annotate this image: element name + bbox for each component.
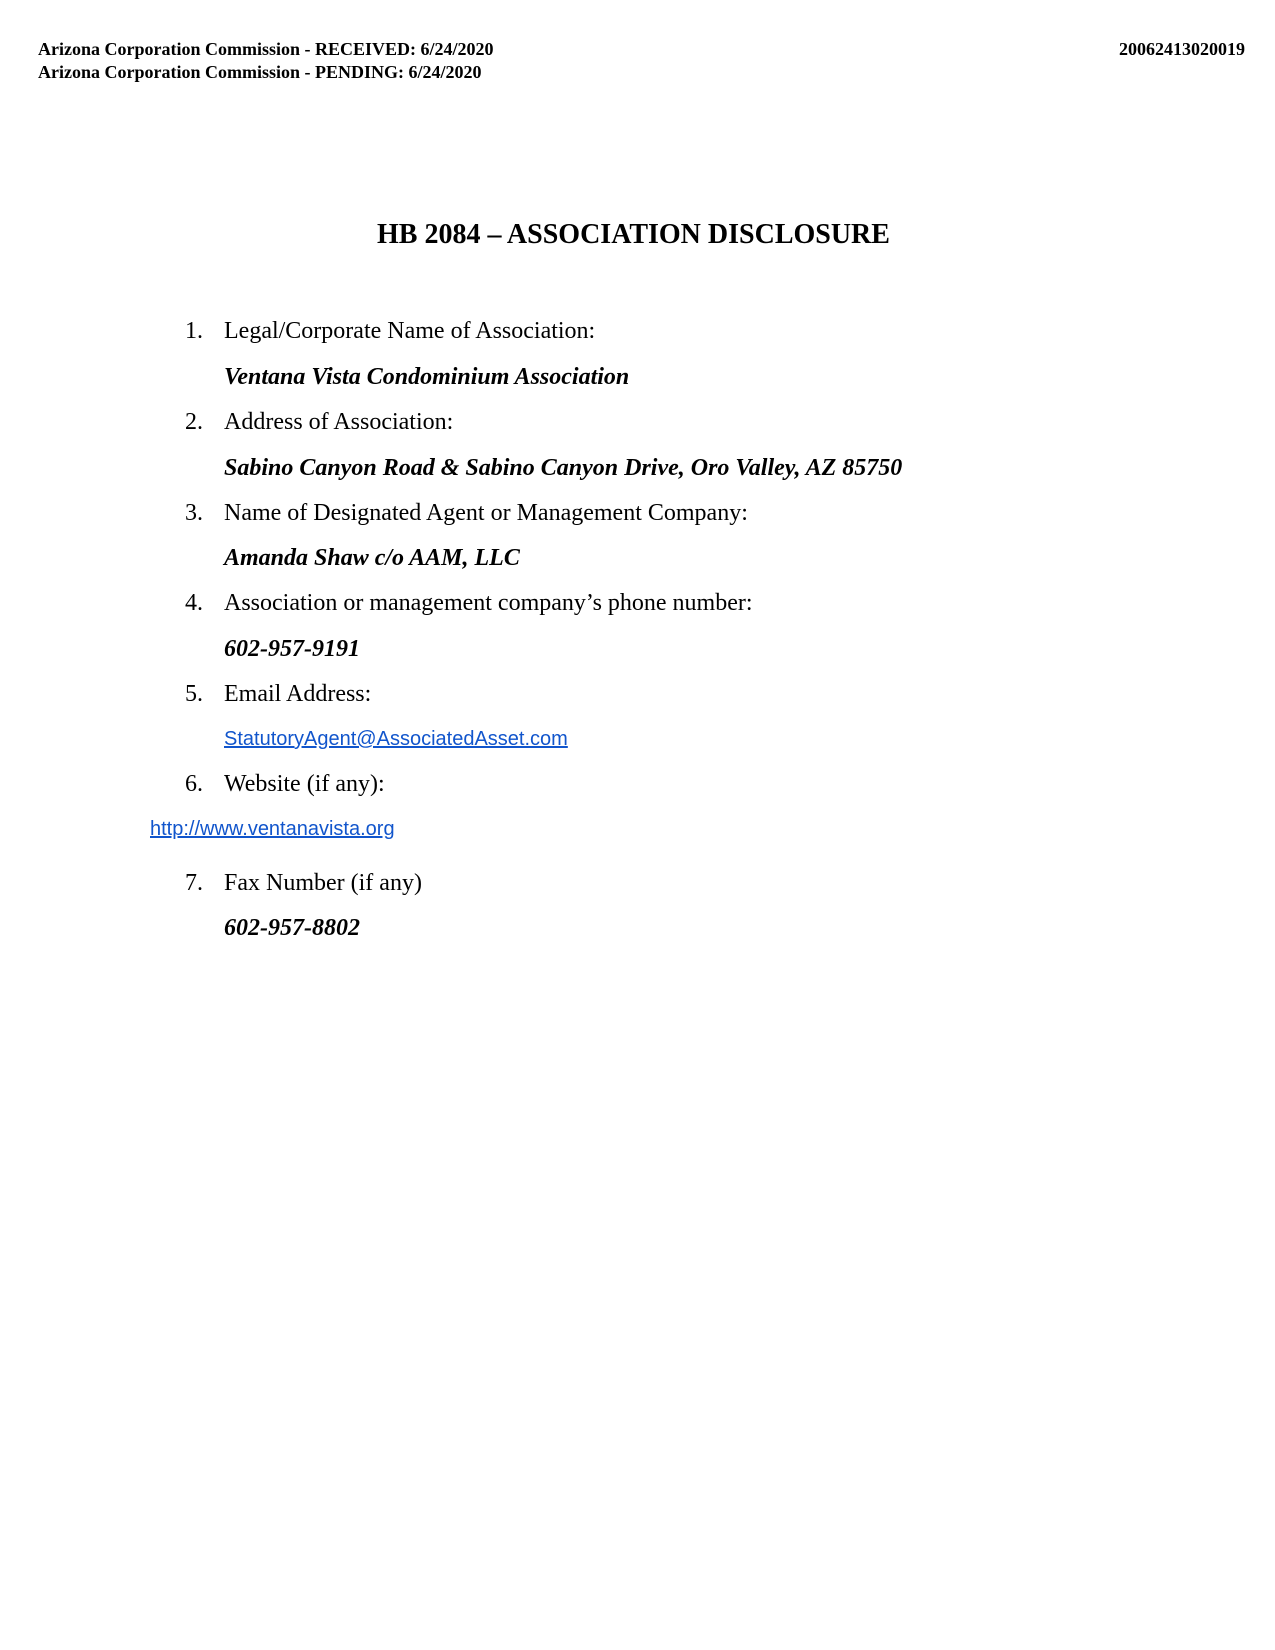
item-number: 4. — [185, 590, 203, 616]
phone-number-value: 602-957-9191 — [224, 636, 360, 662]
designated-agent-value: Amanda Shaw c/o AAM, LLC — [224, 545, 520, 571]
item-number: 5. — [185, 681, 203, 707]
item-number: 1. — [185, 318, 203, 344]
item-label: Address of Association: — [224, 409, 454, 435]
fax-number-value: 602-957-8802 — [224, 915, 360, 941]
received-stamp-line: Arizona Corporation Commission - RECEIVED: 6/24/2020 — [38, 39, 494, 59]
pending-stamp-line: Arizona Corporation Commission - PENDING: 6/24/2020 — [38, 62, 482, 82]
email-link[interactable]: StatutoryAgent@AssociatedAsset.com — [224, 728, 568, 750]
filing-stamp — [38, 38, 494, 84]
item-label: Email Address: — [224, 681, 372, 707]
item-number: 2. — [185, 409, 203, 435]
item-number: 7. — [185, 870, 203, 896]
item-label: Legal/Corporate Name of Association: — [224, 318, 596, 344]
website-link[interactable]: http://www.ventanavista.org — [150, 818, 395, 840]
item-label: Fax Number (if any) — [224, 870, 422, 896]
item-number: 6. — [185, 771, 203, 797]
document-title-text: HB 2084 – ASSOCIATION DISCLOSURE — [377, 219, 890, 250]
association-name-value: Ventana Vista Condominium Association — [224, 364, 630, 390]
item-label: Association or management company’s phone number: — [224, 590, 753, 616]
document-title — [0, 218, 1275, 252]
item-number: 3. — [185, 500, 203, 526]
item-label: Name of Designated Agent or Management Company: — [224, 500, 748, 526]
association-address-value: Sabino Canyon Road & Sabino Canyon Drive, Oro Valley, AZ 85750 — [224, 455, 903, 481]
item-label: Website (if any): — [224, 771, 385, 797]
document-number: 20062413020019 — [1119, 39, 1245, 59]
